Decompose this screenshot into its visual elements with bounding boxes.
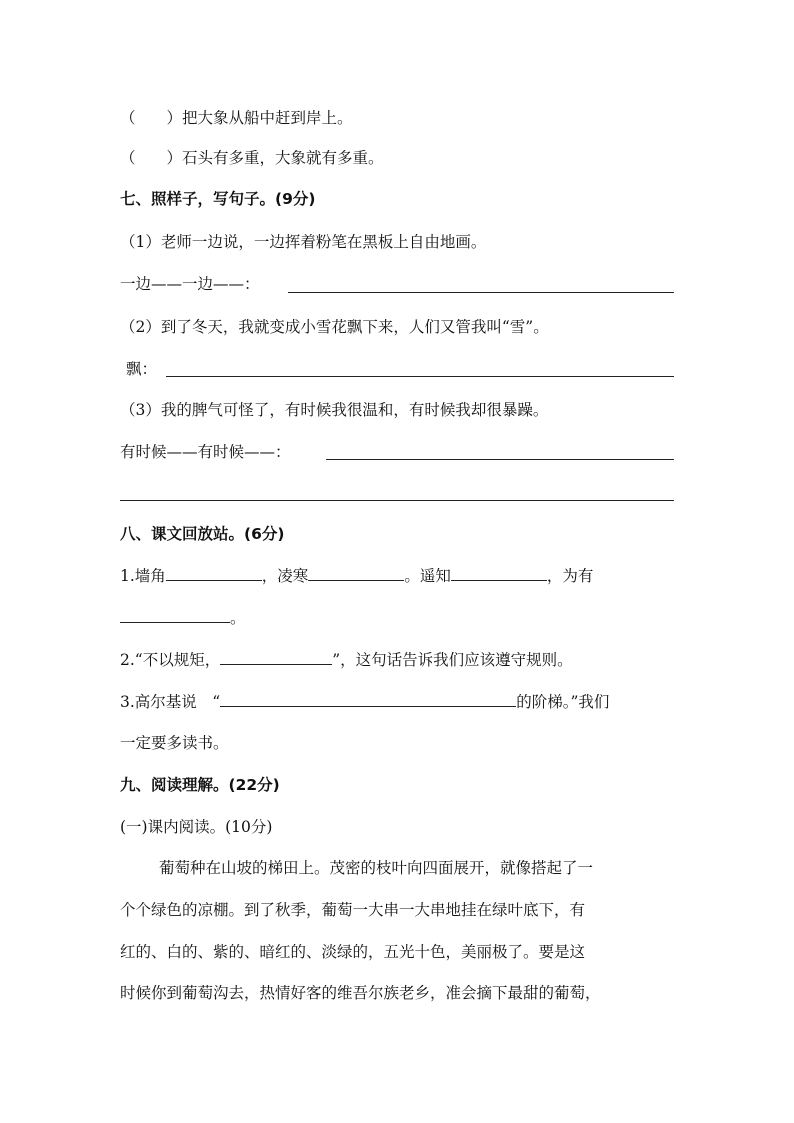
example-sentence-3: （3）我的脾气可怪了，有时候我很温和，有时候我却很暴躁。 xyxy=(120,401,549,419)
answer-line-1[interactable] xyxy=(288,292,674,293)
section-seven-title: 七、照样子，写句子。(9分) xyxy=(120,190,316,208)
fill-blank[interactable] xyxy=(166,564,262,581)
fill-question-2 xyxy=(120,648,676,672)
fill-question-1-cont xyxy=(120,606,676,630)
fill-blank[interactable] xyxy=(451,564,547,581)
answer-line-3[interactable] xyxy=(326,459,674,460)
question-text: 的阶梯。”我们 xyxy=(516,693,610,711)
prompt-1: 一边——一边——： xyxy=(120,275,260,293)
subsection-title: (一)课内阅读。(10分) xyxy=(120,818,273,836)
question-item: （ ）石头有多重，大象就有多重。 xyxy=(120,149,384,167)
question-text: ，凌寒 xyxy=(261,567,309,585)
question-text: 。 xyxy=(230,609,246,627)
question-text: 3.高尔基说 “ xyxy=(120,693,221,711)
fill-question-3 xyxy=(120,690,676,714)
passage-line: 红的、白的、紫的、暗红的、淡绿的，五光十色，美丽极了。要是这 xyxy=(120,943,586,961)
passage-line: 个个绿色的凉棚。到了秋季，葡萄一大串一大串地挂在绿叶底下，有 xyxy=(120,901,586,919)
answer-line-4[interactable] xyxy=(120,500,674,501)
section-nine-title: 九、阅读理解。(22分) xyxy=(120,776,280,794)
example-sentence-2: （2）到了冬天，我就变成小雪花飘下来，人们又管我叫“雪”。 xyxy=(120,318,549,336)
question-item: （ ）把大象从船中赶到岸上。 xyxy=(120,109,353,127)
section-eight-title: 八、课文回放站。(6分) xyxy=(120,525,285,543)
fill-blank[interactable] xyxy=(120,606,230,623)
passage-text: 葡萄种在山坡的梯田上。茂密的枝叶向四面展开，就像搭起了一 xyxy=(159,859,594,877)
prompt-3: 有时候——有时候——： xyxy=(120,443,291,461)
fill-blank[interactable] xyxy=(220,690,516,707)
answer-line-2[interactable] xyxy=(166,376,674,377)
fill-blank[interactable] xyxy=(308,564,404,581)
question-text: ，为有 xyxy=(546,567,594,585)
fill-question-1 xyxy=(120,564,676,588)
question-text: 1.墙角 xyxy=(120,567,166,585)
passage-line xyxy=(120,856,676,880)
fill-blank[interactable] xyxy=(220,648,332,665)
fill-question-3-cont: 一定要多读书。 xyxy=(120,734,229,752)
question-text: 2.“不以规矩， xyxy=(120,651,221,669)
prompt-2: 飘： xyxy=(126,360,158,378)
example-sentence-1: （1）老师一边说，一边挥着粉笔在黑板上自由地画。 xyxy=(120,233,487,251)
question-text: ”，这句话告诉我们应该遵守规则。 xyxy=(332,651,573,669)
passage-line: 时候你到葡萄沟去，热情好客的维吾尔族老乡，准会摘下最甜的葡萄， xyxy=(120,984,601,1002)
question-text: 。遥知 xyxy=(404,567,451,585)
